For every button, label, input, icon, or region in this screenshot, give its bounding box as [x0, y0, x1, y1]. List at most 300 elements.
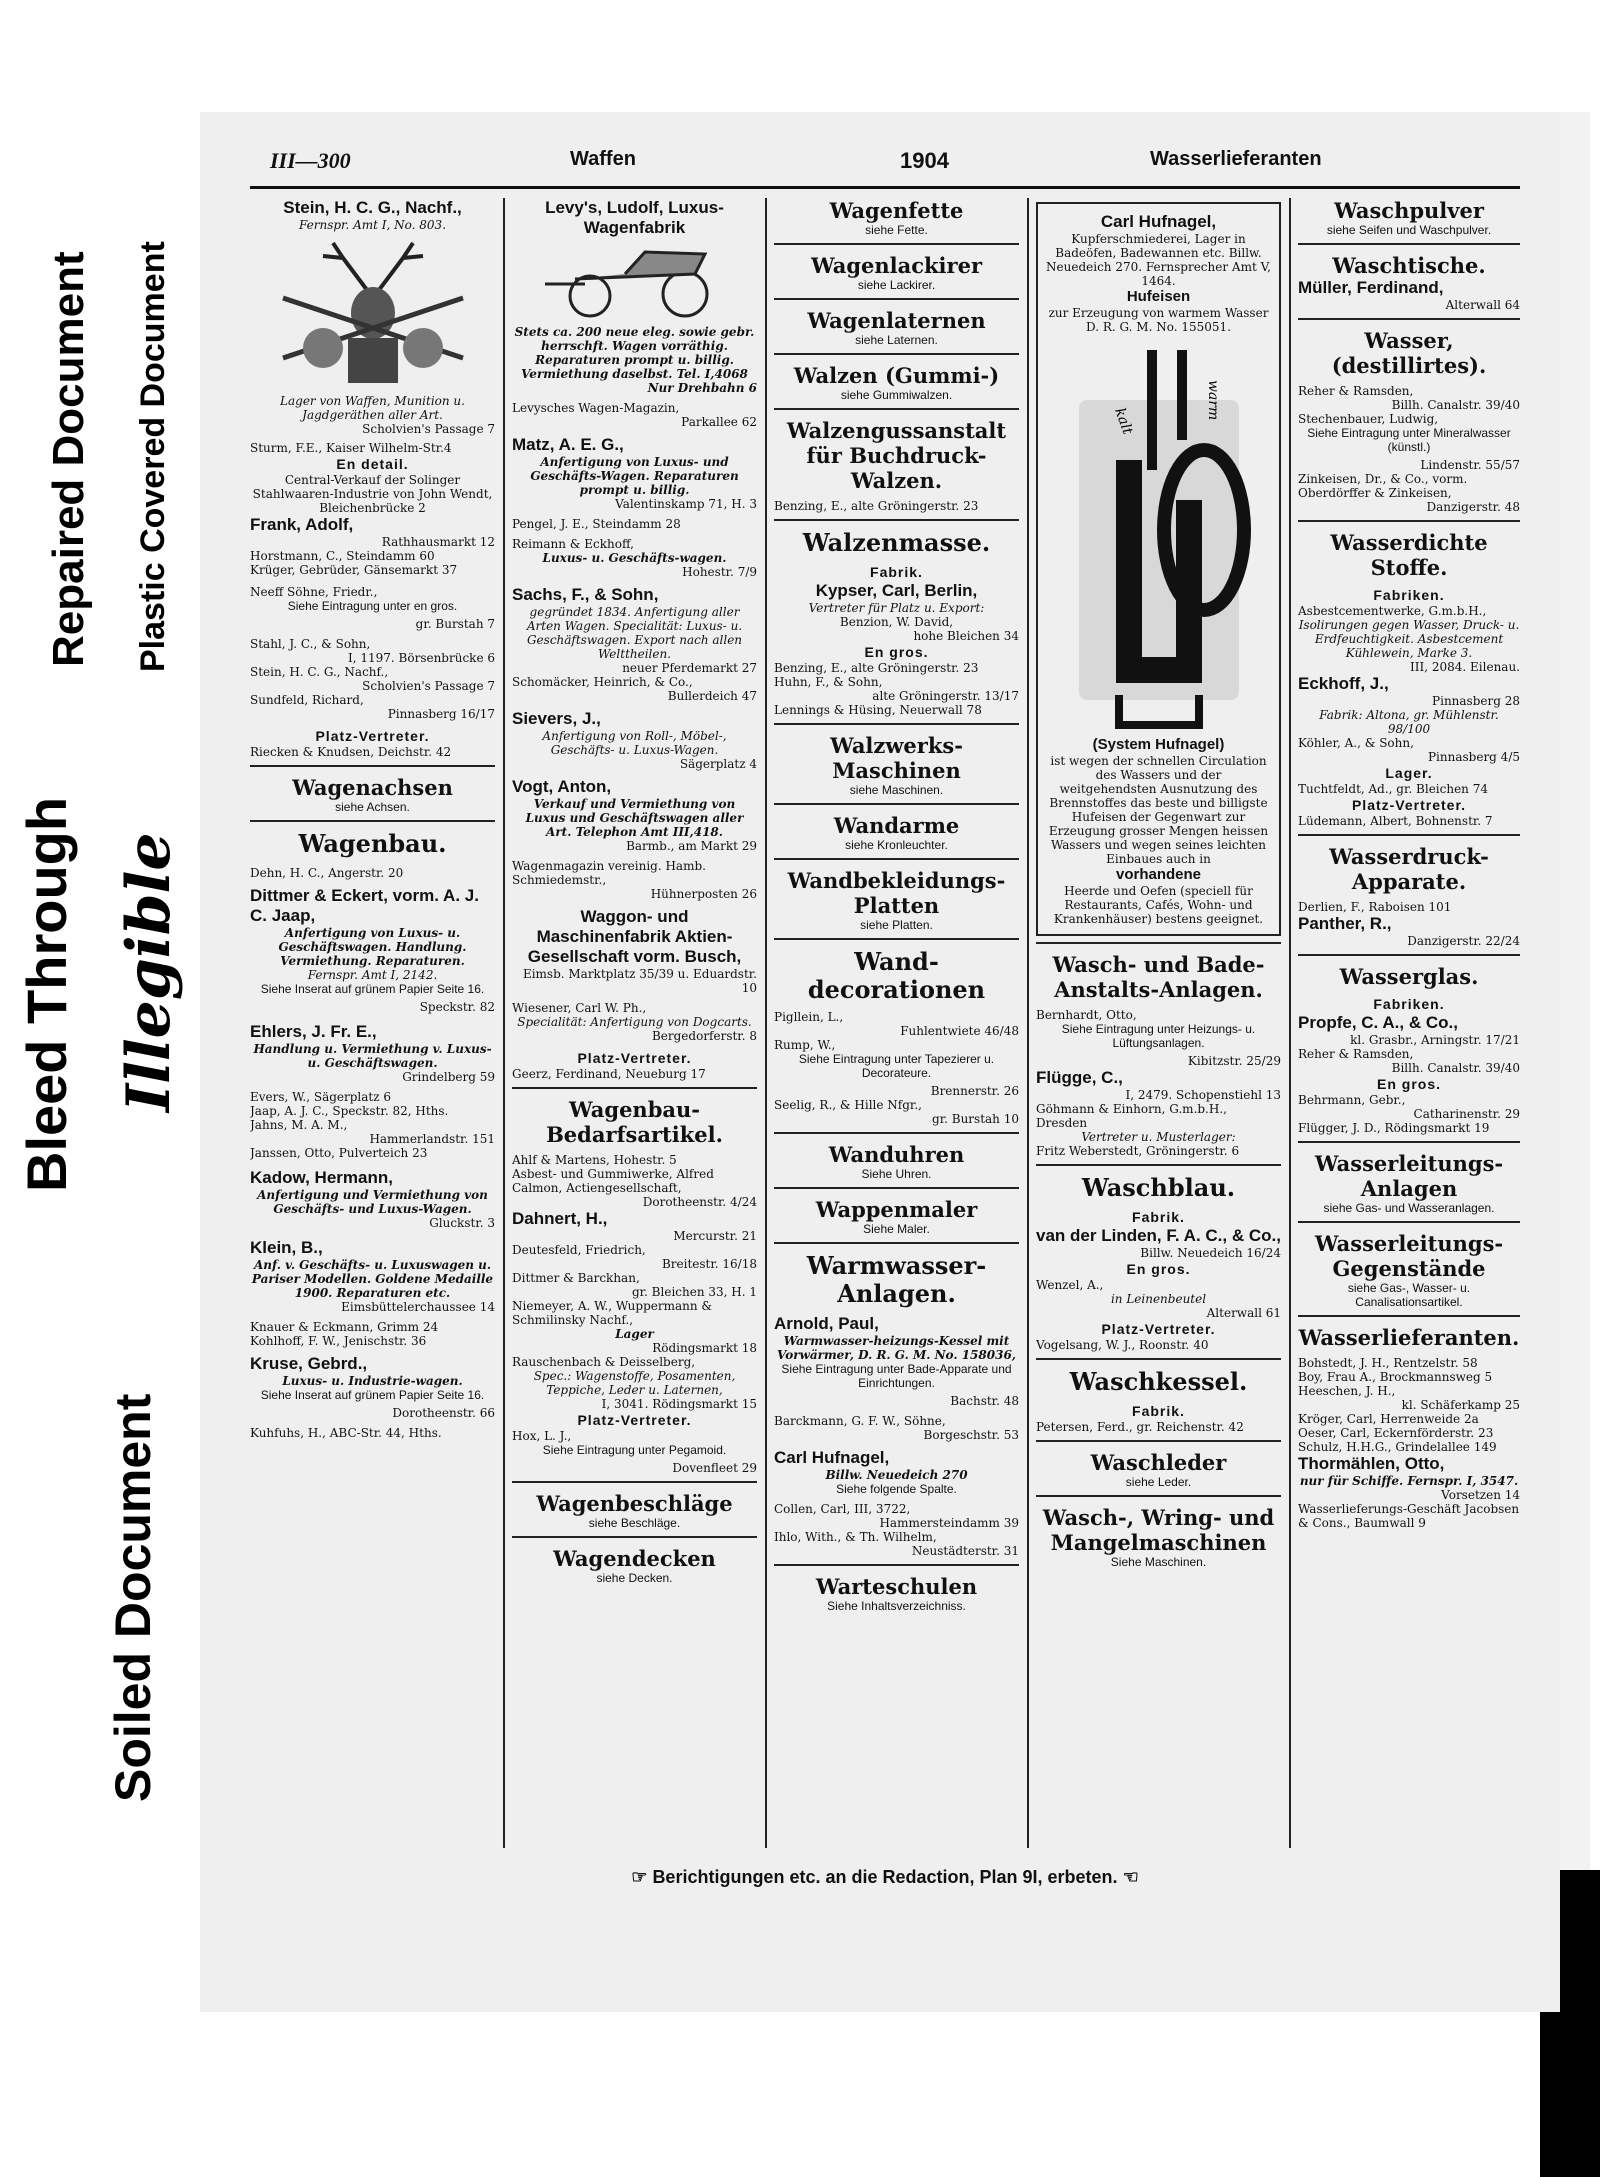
entry-line: Jaap, A. J. C., Speckstr. 82, Hths.: [250, 1104, 449, 1118]
entry-name: Ehlers, J. Fr. E.,: [250, 1022, 377, 1041]
section-rule: [1298, 954, 1520, 956]
entry-name: Panther, R.,: [1298, 914, 1392, 933]
see-reference: siehe Seifen und Waschpulver.: [1326, 223, 1492, 237]
section-heading: Wagenlaternen: [807, 308, 986, 333]
see-reference: Siehe Eintragung unter en gros.: [287, 599, 458, 613]
column-2: [512, 198, 757, 1848]
entry-name: Levy's, Ludolf, Luxus-Wagenfabrik: [545, 198, 724, 237]
section-rule: [1298, 318, 1520, 320]
entry-line: Jahns, M. A. M.,: [250, 1118, 348, 1132]
entry-line: Lüdemann, Albert, Bohnenstr. 7: [1298, 814, 1493, 828]
entry-address: Fuhlentwiete 46/48: [900, 1024, 1019, 1038]
section-heading: Waschleder: [1090, 1450, 1227, 1475]
section-heading: Wanduhren: [828, 1142, 965, 1167]
entry-address: Dovenfleet 29: [672, 1461, 757, 1475]
column-5: [1298, 198, 1520, 1848]
section-heading: Wagendecken: [553, 1546, 716, 1571]
see-reference: siehe Leder.: [1125, 1475, 1192, 1489]
entry-address: Bergedorferstr. 8: [651, 1029, 757, 1043]
entry-address: Alterwall 61: [1206, 1306, 1281, 1320]
entry-line: Riecken & Knudsen, Deichstr. 42: [250, 745, 452, 759]
entry-name: Carl Hufnagel,: [774, 1448, 890, 1467]
section-rule: [1298, 520, 1520, 522]
ad-tail: Heerde und Oefen (speciell für Restaurants, Cafés, Wohn- und Krankenhäuser) bestens geeignet.: [1053, 884, 1264, 926]
entry-line: Rump, W.,: [774, 1038, 836, 1052]
entry-address: Dorotheenstr. 4/24: [642, 1195, 757, 1209]
see-reference: Siehe Inhaltsverzeichniss.: [827, 1599, 966, 1613]
entry-description: Verkauf und Vermiethung von Luxus und Geschäftswagen aller Art. Telephon Amt III,418.: [525, 797, 744, 839]
entry-line: Sundfeld, Richard,: [250, 693, 364, 707]
entry-line: Schomäcker, Heinrich, & Co.,: [512, 675, 693, 689]
entry-address: Rödingsmarkt 18: [652, 1341, 757, 1355]
section-heading: Walzenmasse.: [802, 528, 991, 557]
subhead-label: Fabrik.: [1132, 1403, 1185, 1419]
entry-address: Mercurstr. 21: [673, 1229, 757, 1243]
entry-line: Kröger, Carl, Herrenweide 2a: [1298, 1412, 1479, 1426]
column-rule: [503, 198, 505, 1848]
entry-address: Catharinenstr. 29: [1413, 1107, 1520, 1121]
section-heading: Wagenbau.: [298, 829, 447, 858]
entry-line: Collen, Carl, III, 3722,: [774, 1502, 911, 1516]
section-heading: Waschblau.: [1081, 1173, 1236, 1202]
entry-address: Hühnerposten 26: [650, 887, 757, 901]
section-rule: [774, 858, 1019, 860]
entry-line: Krüger, Gebrüder, Gänsemarkt 37: [250, 563, 458, 577]
page-number: III—300: [270, 148, 351, 173]
label-plastic: Plastic Covered Document: [130, 144, 177, 680]
entry-description: Vertreter für Platz u. Export:: [808, 601, 985, 615]
see-reference: Siehe Eintragung unter Heizungs- u. Lüftungsanlagen.: [1061, 1022, 1256, 1050]
see-reference: Siehe Maler.: [863, 1222, 930, 1236]
entry-line: Knauer & Eckmann, Grimm 24: [250, 1320, 439, 1334]
entry-name: Kruse, Gebrd.,: [250, 1354, 368, 1373]
entry-address: Hammerlandstr. 151: [369, 1132, 495, 1146]
subhead-label: Platz-Vertreter.: [577, 1050, 692, 1066]
entry-address: kl. Grasbr., Arningstr. 17/21: [1350, 1033, 1520, 1047]
entry-line: Evers, W., Sägerplatz 6: [250, 1090, 392, 1104]
entry-name: Kadow, Hermann,: [250, 1168, 393, 1187]
section-rule: [1298, 243, 1520, 245]
hufnagel-advertisement: [1036, 202, 1281, 936]
ad-product: Hufeisen: [1126, 288, 1191, 305]
entry-address: Scholvien's Passage 7: [362, 679, 495, 693]
entry-line: Zinkeisen, Dr., & Co., vorm. Oberdörffer & Zinkeisen,: [1298, 472, 1468, 500]
subhead-label: En gros.: [1376, 1076, 1441, 1092]
entry-line: Wagenmagazin vereinig. Hamb. Schmiedemstr.,: [512, 859, 706, 887]
section-rule: [774, 1132, 1019, 1134]
entry-line: Reher & Ramsden,: [1298, 384, 1414, 398]
pointing-hand-right-icon: ☜: [1122, 1867, 1139, 1887]
entry-address: Valentinskamp 71, H. 3: [615, 497, 757, 511]
entry-name: Arnold, Paul,: [774, 1314, 879, 1333]
entry-description: Specialität: Anfertigung von Dogcarts.: [517, 1015, 752, 1029]
section-heading: Waschkessel.: [1069, 1367, 1248, 1396]
entry-address: Parkallee 62: [681, 415, 757, 429]
column-1: [250, 198, 495, 1848]
ad-product-text: zur Erzeugung von warmem Wasser D. R. G. M. No. 155051.: [1048, 306, 1269, 334]
ad-label-warm: warm: [1204, 380, 1221, 421]
entry-address: Rathhausmarkt 12: [381, 535, 495, 549]
see-reference: siehe Gas-, Wasser- u. Canalisationsartikel.: [1347, 1281, 1471, 1309]
entry-address: Alterwall 64: [1445, 298, 1520, 312]
label-bleed: Bleed Through: [10, 704, 83, 1200]
entry-line: Stechenbauer, Ludwig,: [1298, 412, 1439, 426]
entry-name: Propfe, C. A., & Co.,: [1298, 1013, 1458, 1032]
entry-line: Fritz Weberstedt, Gröningerstr. 6: [1036, 1144, 1240, 1158]
entry-name: Flügge, C.,: [1036, 1068, 1123, 1087]
section-heading: Wandarme: [833, 813, 960, 838]
section-heading: Warteschulen: [815, 1574, 978, 1599]
entry-address: hohe Bleichen 34: [913, 629, 1019, 643]
section-rule: [1036, 1358, 1281, 1360]
entry-line: Wasserlieferungs-Geschäft Jacobsen & Cons., Baumwall 9: [1298, 1502, 1520, 1530]
column-rule: [765, 198, 767, 1848]
entry-description: Vertreter u. Musterlager:: [1081, 1130, 1236, 1144]
entry-line: Benzion, W. David,: [839, 615, 954, 629]
see-reference: Siehe Eintragung unter Mineralwasser (künstl.): [1307, 426, 1511, 454]
entry-line: Ihlo, With., & Th. Wilhelm,: [774, 1530, 937, 1544]
section-heading: Walzen (Gummi-): [793, 363, 1000, 388]
entry-description: Lager: [615, 1327, 654, 1341]
section-rule: [774, 519, 1019, 521]
entry-phone: Fernspr. Amt I, No. 803.: [298, 218, 447, 232]
entry-line: Niemeyer, A. W., Wuppermann & Schmilinsky Nachf.,: [512, 1299, 713, 1327]
entry-address: Hammersteindamm 39: [879, 1516, 1019, 1530]
entry-line: Pigllein, L.,: [774, 1010, 844, 1024]
entry-address: Billh. Canalstr. 39/40: [1391, 398, 1520, 412]
entry-line: Petersen, Ferd., gr. Reichenstr. 42: [1036, 1420, 1244, 1434]
entry-line: Dehn, H. C., Angerstr. 20: [250, 866, 404, 880]
subhead-label: Platz-Vertreter.: [315, 728, 430, 744]
entry-line: Vogelsang, W. J., Roonstr. 40: [1036, 1338, 1209, 1352]
label-illegible: Illegible: [110, 804, 188, 1120]
entry-address: Danzigerstr. 22/24: [1407, 934, 1520, 948]
header-rule: [250, 186, 1520, 189]
entry-description: Handlung u. Vermiethung v. Luxus- u. Geschäftswagen.: [253, 1042, 492, 1070]
entry-line: Huhn, F., & Sohn,: [774, 675, 883, 689]
entry-address: Barmb., am Markt 29: [626, 839, 757, 853]
section-rule: [774, 243, 1019, 245]
entry-address: Pinnasberg 16/17: [387, 707, 495, 721]
entry-address: Vorsetzen 14: [1441, 1488, 1520, 1502]
entry-description: Warmwasser-heizungs-Kessel mit Vorwärmer, D. R. G. M. No. 158036,: [777, 1334, 1016, 1362]
section-heading: Wagenbau-Bedarfsartikel.: [546, 1097, 723, 1147]
entry-description: Spec.: Wagenstoffe, Posamenten, Teppiche, Leder u. Laternen,: [533, 1369, 736, 1397]
section-rule: [774, 353, 1019, 355]
header-year: 1904: [900, 148, 949, 173]
section-rule: [774, 938, 1019, 940]
entry-line: Tuchtfeldt, Ad., gr. Bleichen 74: [1298, 782, 1488, 796]
entry-description: Anfertigung von Luxus- u. Geschäftswagen. Handlung. Vermiethung. Reparaturen.: [278, 926, 467, 968]
section-rule: [1036, 1164, 1281, 1166]
entry-description: nur für Schiffe. Fernspr. I, 3547.: [1299, 1474, 1519, 1488]
entry-line: Kuhfuhs, H., ABC-Str. 44, Hths.: [250, 1426, 442, 1440]
entry-line: Kohlhoff, F. W., Jenischstr. 36: [250, 1334, 427, 1348]
subhead-label: Fabrik.: [1132, 1209, 1185, 1225]
entry-line: Rauschenbach & Deisselberg,: [512, 1355, 696, 1369]
ad-system-label: (System Hufnagel): [1092, 736, 1225, 753]
entry-address: I, 3041. Rödingsmarkt 15: [601, 1397, 757, 1411]
entry-name: Dittmer & Eckert, vorm. A. J. C. Jaap,: [250, 886, 479, 925]
see-reference: siehe Beschläge.: [588, 1516, 681, 1530]
see-reference: Siehe Inserat auf grünem Papier Seite 16.: [260, 1388, 485, 1402]
section-rule: [1298, 1221, 1520, 1223]
entry-caption: Lager von Waffen, Munition u. Jagdgeräthen aller Art.: [280, 394, 465, 422]
entry-name: Müller, Ferdinand,: [1298, 278, 1444, 297]
running-header: [250, 142, 1520, 182]
ad-body: ist wegen der schnellen Circulation des Wassers und der weitgehendsten Ausnutzung des Brennstoffes das beste und billigste Hufeisen der Gegenwart zur Erzeugung grosser Mengen heissen Wassers und wegen seines leichten Einbaues auch in: [1048, 754, 1269, 866]
entry-address: Eimsb. Marktplatz 35/39 u. Eduardstr. 10: [522, 967, 757, 995]
entry-name: Waggon- und Maschinenfabrik Aktien-Gesellschaft vorm. Busch,: [527, 907, 742, 966]
entry-line: Ahlf & Martens, Hohestr. 5: [512, 1153, 677, 1167]
section-rule: [774, 1187, 1019, 1189]
ad-text: Kupferschmiederei, Lager in Badeöfen, Badewannen etc. Billw. Neuedeich 270. Fernsprecher Amt V, 1464.: [1046, 232, 1271, 288]
entry-line: Derlien, F., Raboisen 101: [1298, 900, 1452, 914]
entry-line: Boy, Frau A., Brockmannsweg 5: [1298, 1370, 1493, 1384]
section-heading: Wagenachsen: [292, 775, 453, 800]
section-heading: Wagenbeschläge: [536, 1491, 733, 1516]
see-reference: Siehe folgende Spalte.: [836, 1482, 957, 1496]
entry-name: Vogt, Anton,: [512, 777, 612, 796]
entry-description: Billw. Neuedeich 270: [825, 1468, 968, 1482]
section-rule: [250, 820, 495, 822]
entry-address: alte Gröningerstr. 13/17: [872, 689, 1019, 703]
entry-line: Seelig, R., & Hille Nfgr.,: [774, 1098, 922, 1112]
scan-edge-right: [1560, 112, 1590, 2172]
entry-line: Sturm, F.E., Kaiser Wilhelm-Str.4: [250, 441, 452, 455]
see-reference: Siehe Uhren.: [861, 1167, 932, 1181]
entry-line: Wenzel, A.,: [1036, 1278, 1104, 1292]
header-right-title: Wasserlieferanten: [1150, 148, 1322, 170]
entry-name: Matz, A. E. G.,: [512, 435, 624, 454]
entry-address: Breitestr. 16/18: [661, 1257, 757, 1271]
see-reference: Siehe Maschinen.: [1110, 1555, 1207, 1569]
section-rule: [774, 723, 1019, 725]
label-repaired: Repaired Document: [40, 149, 98, 675]
entry-address: Billh. Canalstr. 39/40: [1391, 1061, 1520, 1075]
entry-address: neuer Pferdemarkt 27: [622, 661, 757, 675]
section-heading: Walzengussanstalt für Buchdruck-Walzen.: [786, 418, 1007, 493]
entry-address: Bullerdeich 47: [667, 689, 757, 703]
entry-line: Janssen, Otto, Pulverteich 23: [250, 1146, 428, 1160]
entry-line: Asbest- und Gummiwerke, Alfred Calmon, Actiengesellschaft,: [512, 1167, 714, 1195]
entry-address: kl. Schäferkamp 25: [1401, 1398, 1520, 1412]
entry-address: Gluckstr. 3: [429, 1216, 495, 1230]
entry-line: Geerz, Ferdinand, Neueburg 17: [512, 1067, 706, 1081]
section-rule: [512, 1481, 757, 1483]
entry-name: Eckhoff, J.,: [1298, 674, 1389, 693]
see-reference: Siehe Eintragung unter Pegamoid.: [542, 1443, 727, 1457]
entry-address: Eimsbüttelerchaussee 14: [341, 1300, 495, 1314]
entry-line: Bernhardt, Otto,: [1036, 1008, 1137, 1022]
footer-text: Berichtigungen etc. an die Redaction, Plan 9I, erbeten.: [652, 1867, 1118, 1887]
entry-address: gr. Burstah 10: [932, 1112, 1019, 1126]
entry-address: Borgeschstr. 53: [923, 1428, 1019, 1442]
see-reference: siehe Fette.: [865, 223, 928, 237]
entry-description: Luxus- u. Geschäfts-wagen.: [542, 551, 727, 565]
entry-address: I, 1197. Börsenbrücke 6: [348, 651, 495, 665]
entry-address: Dorotheenstr. 66: [392, 1406, 495, 1420]
entry-line: Benzing, E., alte Gröningerstr. 23: [774, 499, 979, 513]
entry-line: Reher & Ramsden,: [1298, 1047, 1414, 1061]
entry-address: Brennerstr. 26: [930, 1084, 1019, 1098]
entry-description: Stets ca. 200 neue eleg. sowie gebr. herrschft. Wagen vorräthig. Reparaturen prompt u. billig. Vermiethung daselbst. Tel. I,4068: [514, 325, 755, 381]
section-rule: [1036, 1440, 1281, 1442]
entry-name: Frank, Adolf,: [250, 515, 354, 534]
water-heater-illustration: [1059, 340, 1259, 730]
section-rule: [774, 803, 1019, 805]
section-heading: Wasserglas.: [1339, 964, 1479, 989]
entry-line: Behrmann, Gebr.,: [1298, 1093, 1406, 1107]
entry-description: Anfertigung von Luxus- und Geschäfts-Wagen. Reparaturen prompt u. billig.: [530, 455, 739, 497]
stag-trophy-illustration: [263, 238, 483, 388]
entry-line: Asbestcementwerke, G.m.b.H.,: [1298, 604, 1487, 618]
entry-description: Isolirungen gegen Wasser, Druck- u. Erdfeuchtigkeit. Asbestcement Kühlewein, Marke 3.: [1298, 618, 1520, 660]
section-heading: Walzwerks-Maschinen: [830, 733, 963, 783]
see-reference: siehe Achsen.: [335, 800, 410, 814]
section-rule: [1298, 1141, 1520, 1143]
see-reference: siehe Lackirer.: [857, 278, 936, 292]
section-rule: [774, 1242, 1019, 1244]
entry-line: Horstmann, C., Steindamm 60: [250, 549, 435, 563]
section-rule: [250, 765, 495, 767]
pointing-hand-left-icon: ☞: [631, 1867, 648, 1887]
section-heading: Wasser, (destillirtes).: [1331, 328, 1487, 378]
see-reference: siehe Decken.: [596, 1571, 673, 1585]
section-heading: Wappenmaler: [815, 1197, 978, 1222]
see-reference: siehe Gummiwalzen.: [840, 388, 953, 402]
entry-description: in Leinenbeutel: [1110, 1292, 1207, 1306]
entry-line: Dittmer & Barckhan,: [512, 1271, 640, 1285]
entry-description: Anf. v. Geschäfts- u. Luxuswagen u. Pariser Modellen. Goldene Medaille 1900. Reparaturen etc.: [251, 1258, 494, 1300]
subhead-label: Platz-Vertreter.: [1351, 797, 1467, 813]
entry-description: Anfertigung von Roll-, Möbel-, Geschäfts- u. Luxus-Wagen.: [542, 729, 727, 757]
entry-address: I, 2479. Schopenstiehl 13: [1125, 1088, 1281, 1102]
section-heading: Wandbekleidungs-Platten: [787, 868, 1006, 918]
ad-name: Carl Hufnagel,: [1100, 212, 1217, 231]
entry-address: Pinnasberg 4/5: [1427, 750, 1520, 764]
entry-name: van der Linden, F. A. C., & Co.,: [1036, 1226, 1281, 1245]
entry-address: III, 2084. Eilenau.: [1410, 660, 1520, 674]
carriage-illustration: [535, 244, 735, 319]
see-reference: Siehe Inserat auf grünem Papier Seite 16.: [260, 982, 485, 996]
subhead-label: En detail.: [336, 456, 409, 472]
entry-line: Lennings & Hüsing, Neuerwall 78: [774, 703, 982, 717]
entry-line: Hox, L. J.,: [512, 1429, 572, 1443]
section-heading: Wagenlackirer: [810, 253, 983, 278]
see-reference: siehe Kronleuchter.: [845, 838, 948, 852]
entry-description: Luxus- u. Industrie-wagen.: [282, 1374, 463, 1388]
entry-address: gr. Burstah 7: [415, 617, 495, 631]
section-heading: Waschtische.: [1332, 253, 1486, 278]
section-heading: Waschpulver: [1334, 198, 1484, 223]
entry-line: Barckmann, G. F. W., Söhne,: [774, 1414, 946, 1428]
entry-line: Levysches Wagen-Magazin,: [512, 401, 680, 415]
ad-label-cold: kalt: [1110, 405, 1135, 437]
see-reference: siehe Laternen.: [855, 333, 938, 347]
subhead-label: En gros.: [864, 644, 929, 660]
section-heading: Wand-decorationen: [807, 947, 986, 1004]
entry-address: Speckstr. 82: [419, 1000, 495, 1014]
entry-address: Sägerplatz 4: [679, 757, 757, 771]
section-rule: [774, 408, 1019, 410]
section-heading: Wasch- und Bade-Anstalts-Anlagen.: [1052, 952, 1265, 1002]
entry-name: Stein, H. C. G., Nachf.,: [283, 198, 462, 217]
section-rule: [1298, 834, 1520, 836]
section-heading: Wasch-, Wring- und Mangelmaschinen: [1042, 1505, 1275, 1555]
ad-emphasis: vorhandene: [1115, 866, 1202, 883]
section-rule: [512, 1087, 757, 1089]
subhead-label: Platz-Vertreter.: [577, 1412, 692, 1428]
column-3: [774, 198, 1019, 1848]
see-reference: siehe Maschinen.: [849, 783, 944, 797]
entry-address: Scholvien's Passage 7: [362, 422, 495, 436]
entry-description: gegründet 1834. Anfertigung aller Arten Wagen. Specialität: Luxus- u. Geschäftswagen. Export nach allen Welttheilen.: [526, 605, 743, 661]
entry-line: Oeser, Carl, Eckernförderstr. 23: [1298, 1426, 1494, 1440]
entry-address: Bachstr. 48: [950, 1394, 1019, 1408]
entry-line: Flügger, J. D., Rödingsmarkt 19: [1298, 1121, 1490, 1135]
section-heading: Wasserdruck-Apparate.: [1329, 844, 1489, 894]
column-rule: [1027, 198, 1029, 1848]
column-rule: [1289, 198, 1291, 1848]
see-reference: Siehe Eintragung unter Tapezierer u. Decorateure.: [798, 1052, 995, 1080]
header-left-title: Waffen: [570, 148, 636, 170]
entry-address: gr. Bleichen 33, H. 1: [631, 1285, 757, 1299]
section-heading: Wasserlieferanten.: [1298, 1325, 1520, 1350]
entry-line: Pengel, J. E., Steindamm 28: [512, 517, 681, 531]
entry-description: Anfertigung und Vermiethung von Geschäfts- und Luxus-Wagen.: [257, 1188, 488, 1216]
entry-name: Thormählen, Otto,: [1298, 1454, 1445, 1473]
column-4: [1036, 198, 1281, 1848]
entry-address: Pinnasberg 28: [1432, 694, 1520, 708]
see-reference: Siehe Eintragung unter Bade-Apparate und Einrichtungen.: [781, 1362, 1012, 1390]
entry-line: Deutesfeld, Friedrich,: [512, 1243, 646, 1257]
section-heading: Wasserleitungs-Gegenstände: [1314, 1231, 1504, 1281]
subhead-label: Fabriken.: [1373, 996, 1445, 1012]
entry-address: Nur Drehbahn 6: [647, 381, 757, 395]
entry-address: Neustädterstr. 31: [911, 1544, 1019, 1558]
entry-line: Stahl, J. C., & Sohn,: [250, 637, 371, 651]
subhead-label: Lager.: [1385, 765, 1433, 781]
entry-line: Reimann & Eckhoff,: [512, 537, 634, 551]
section-rule: [1298, 1315, 1520, 1317]
entry-address: Danzigerstr. 48: [1426, 500, 1520, 514]
section-rule: [774, 1564, 1019, 1566]
entry-address: Hohestr. 7/9: [682, 565, 757, 579]
entry-line: Wiesener, Carl W. Ph.,: [512, 1001, 647, 1015]
entry-name: Kypser, Carl, Berlin,: [815, 581, 978, 600]
section-rule: [512, 1536, 757, 1538]
section-heading: Wasserleitungs-Anlagen: [1314, 1151, 1504, 1201]
entry-line: Neeff Söhne, Friedr.,: [250, 585, 378, 599]
see-reference: siehe Platten.: [860, 918, 933, 932]
section-heading: Wasserdichte Stoffe.: [1330, 530, 1488, 580]
entry-name: Klein, B.,: [250, 1238, 323, 1257]
entry-line: Köhler, A., & Sohn,: [1298, 736, 1414, 750]
subhead-label: Fabrik.: [870, 564, 923, 580]
entry-name: Dahnert, H.,: [512, 1209, 608, 1228]
entry-address: Billw. Neuedeich 16/24: [1140, 1246, 1281, 1260]
entry-name: Sievers, J.,: [512, 709, 601, 728]
entry-line: Central-Verkauf der Solinger Stahlwaaren-Industrie von John Wendt, Bleichenbrücke 2: [252, 473, 493, 515]
subhead-label: Platz-Vertreter.: [1101, 1321, 1216, 1337]
see-reference: siehe Gas- und Wasseranlagen.: [1323, 1201, 1495, 1215]
footer-note: [250, 1867, 1520, 1888]
entry-description: Fabrik: Altona, gr. Mühlenstr. 98/100: [1319, 708, 1499, 736]
entry-name: Sachs, F., & Sohn,: [512, 585, 659, 604]
section-rule: [774, 298, 1019, 300]
section-heading: Warmwasser-Anlagen.: [806, 1251, 987, 1308]
